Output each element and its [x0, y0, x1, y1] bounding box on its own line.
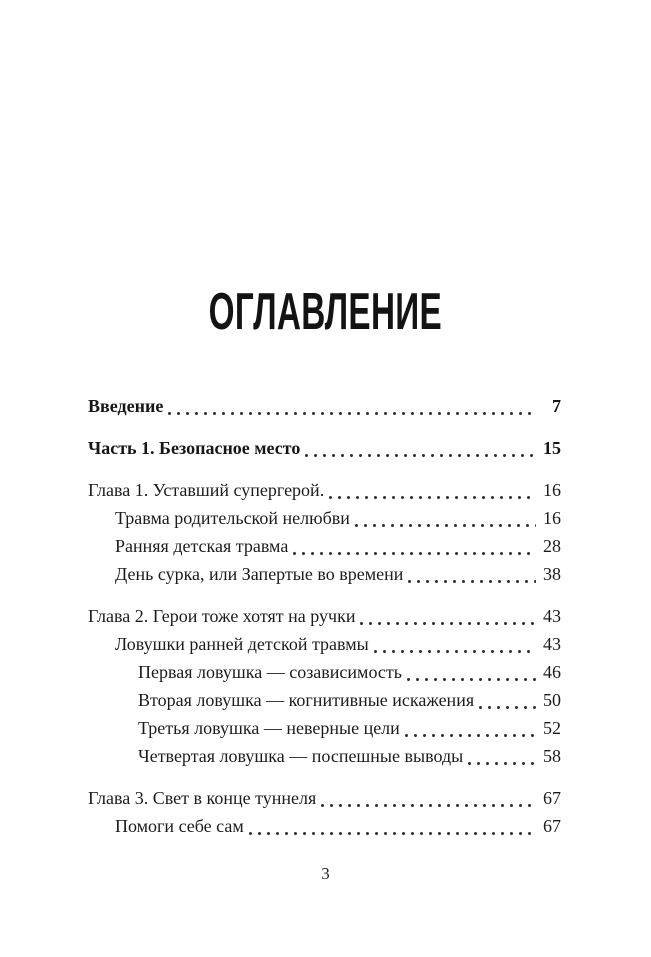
toc-entry [88, 504, 561, 532]
toc-leader-dots [408, 579, 536, 584]
toc-entry [88, 714, 561, 742]
toc-entry-label: Травма родительской нелюбви [115, 508, 350, 528]
toc-leader-dots [360, 621, 536, 626]
toc-leader-dots [405, 733, 536, 738]
toc-entry-page: 52 [543, 718, 561, 738]
footer-page-number: 3 [321, 864, 330, 883]
toc-entry-page: 67 [543, 788, 561, 808]
toc-leader-dots [293, 551, 536, 556]
toc-entry-label: День сурка, или Запертые во времени [115, 564, 404, 584]
toc-entry-label: Четвертая ловушка — поспешные выводы [138, 746, 464, 766]
toc-leader-dots [374, 649, 536, 654]
toc-title-wrap [0, 0, 651, 342]
toc-entry-page: 15 [543, 438, 561, 458]
toc-entry [88, 392, 561, 420]
toc-entry-page: 46 [543, 662, 561, 682]
toc-entry-page: 67 [543, 816, 561, 836]
toc-leader-dots [479, 705, 536, 710]
toc-entry-page: 28 [543, 536, 561, 556]
toc-entry-label: Часть 1. Безопасное место [88, 438, 301, 458]
toc-entry-label: Вторая ловушка — когнитивные искажения [138, 690, 475, 710]
toc-entry [88, 434, 561, 462]
toc-leader-dots [468, 761, 536, 766]
toc-leader-dots [168, 411, 536, 416]
toc-entry [88, 532, 561, 560]
toc-entry-label: Ловушки ранней детской травмы [115, 634, 369, 654]
toc-entry-page: 43 [543, 606, 561, 626]
toc-entry-label: Помоги себе сам [115, 816, 244, 836]
toc-entry-label: Третья ловушка — неверные цели [138, 718, 400, 738]
toc-leader-dots [355, 523, 536, 528]
toc-entry-page: 50 [543, 690, 561, 710]
toc-leader-dots [321, 803, 536, 808]
toc-leader-dots [407, 677, 536, 682]
toc-entry [88, 742, 561, 770]
toc-entry-page: 38 [543, 564, 561, 584]
toc-entry-label: Глава 2. Герои тоже хотят на ручки [88, 606, 356, 626]
toc-leader-dots [249, 831, 536, 836]
toc-entry-label: Глава 3. Свет в конце туннеля [88, 788, 317, 808]
toc-entry [88, 784, 561, 812]
toc-entry-page: 7 [552, 396, 561, 416]
toc-entry-page: 58 [543, 746, 561, 766]
toc-entry [88, 560, 561, 588]
toc-entry-label: Первая ловушка — созависимость [138, 662, 402, 682]
toc-entry [88, 812, 561, 840]
toc-leader-dots [329, 495, 536, 500]
toc-entry [88, 658, 561, 686]
page-title: ОГЛАВЛЕНИЕ [208, 283, 443, 341]
toc-entry-label: Ранняя детская травма [115, 536, 289, 556]
toc-entry-page: 16 [543, 508, 561, 528]
toc-entry-page: 16 [543, 480, 561, 500]
toc-entry [88, 476, 561, 504]
toc-leader-dots [305, 453, 536, 458]
toc-entry [88, 630, 561, 658]
toc-entry-label: Введение [88, 396, 164, 416]
toc-list [88, 392, 561, 840]
toc-entry-label: Глава 1. Уставший супергерой. [88, 480, 325, 500]
toc-entry [88, 686, 561, 714]
toc-entry-page: 43 [543, 634, 561, 654]
toc-entry [88, 602, 561, 630]
